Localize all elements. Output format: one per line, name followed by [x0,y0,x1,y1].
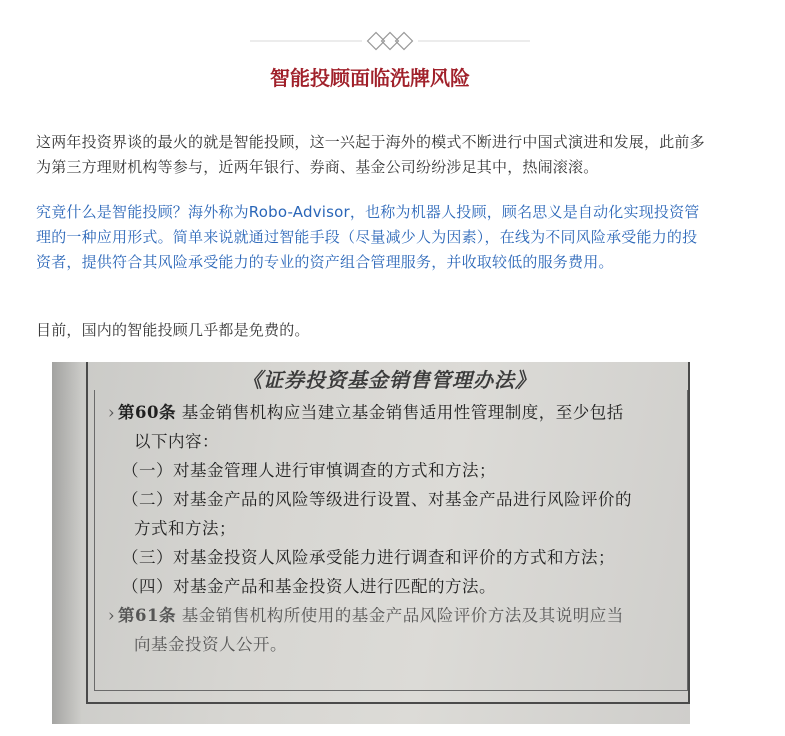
article-number: 第60条 [118,403,176,422]
arrow-bullet-icon: › [108,403,116,422]
regulation-book-title: 《证券投资基金销售管理办法》 [242,368,536,392]
article-number: 第61条 [118,606,176,625]
regulation-line [108,601,682,630]
regulation-line: 方式和方法； [134,519,236,538]
regulation-line-text: 基金销售机构所使用的基金产品风险评价方法及其说明应当 [181,606,624,625]
arrow-bullet-icon: › [108,606,116,625]
article-title: 智能投顾面临洗牌风险 [270,66,470,90]
definition-paragraph: 究竟什么是智能投顾？海外称为Robo-Advisor，也称为机器人投顾，顾名思义是自动化实现投资管理的一种应用形式。简单来说就通过智能手段（尽量减少人为因素），在线为不同风险承受能力的投资者，提供符合其风险承受能力的专业的资产组合管理服务，并收取较低的服务费用。 [36,203,700,271]
regulation-photo [52,362,690,724]
regulation-line-text: 基金销售机构应当建立基金销售适用性管理制度，至少包括 [181,403,624,422]
regulation-line: （一）对基金管理人进行审慎调查的方式和方法； [122,461,496,480]
regulation-line: 向基金投资人公开。 [134,635,287,654]
regulation-line: 以下内容： [134,432,219,451]
status-paragraph: 目前，国内的智能投顾几乎都是免费的。 [36,321,310,339]
regulation-line: （二）对基金产品的风险等级进行设置、对基金产品进行风险评价的 [122,490,632,509]
intro-paragraph: 这两年投资界谈的最火的就是智能投顾，这一兴起于海外的模式不断进行中国式演进和发展，此前多为第三方理财机构等参与，近两年银行、券商、基金公司纷纷涉足其中，热闹滚滚。 [36,133,705,176]
regulation-line [108,398,682,427]
regulation-line: （四）对基金产品和基金投资人进行匹配的方法。 [122,577,496,596]
regulation-text [108,398,682,659]
diamond-ornament-icon [250,28,530,54]
regulation-line: （三）对基金投资人风险承受能力进行调查和评价的方式和方法； [122,548,615,567]
